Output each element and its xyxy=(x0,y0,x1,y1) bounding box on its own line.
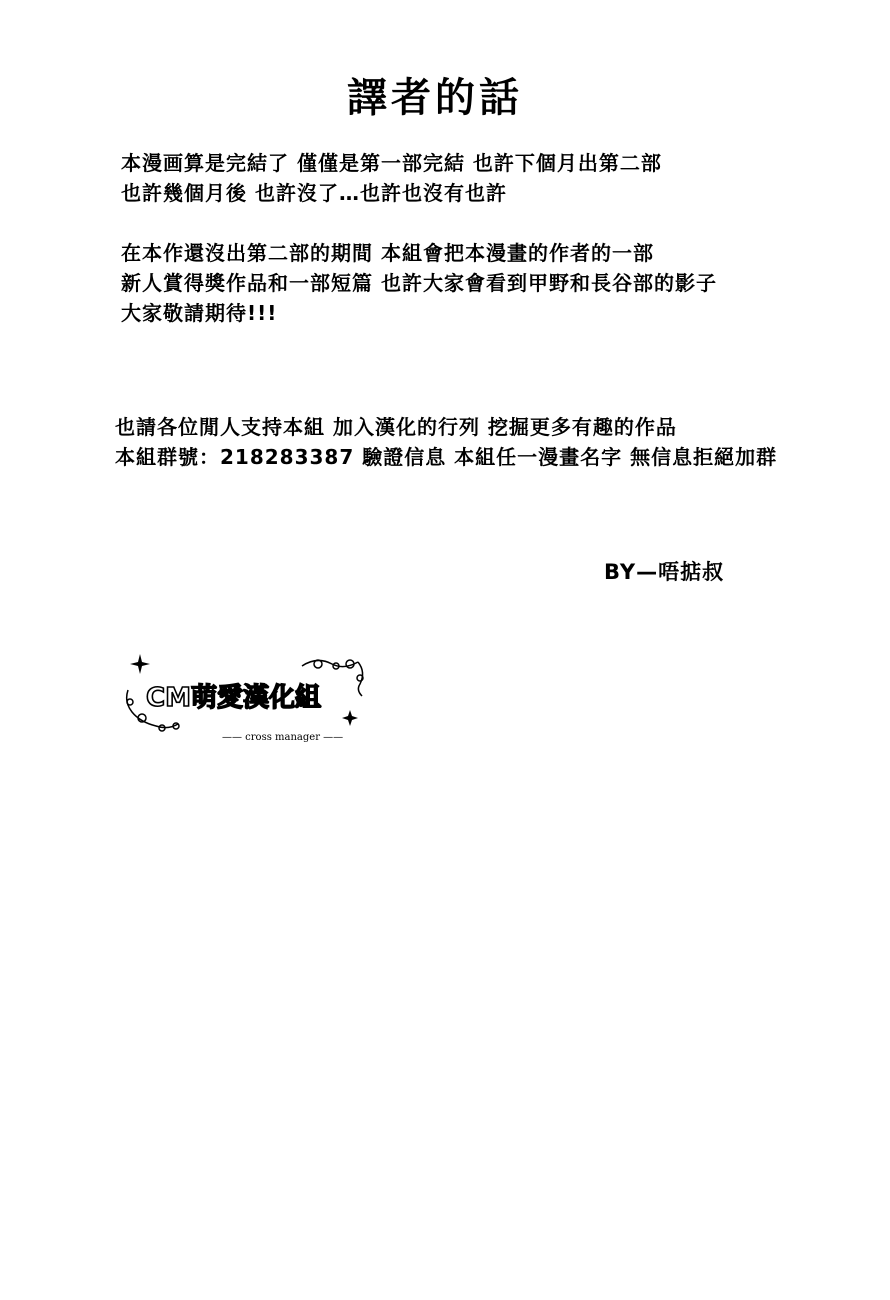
group-logo xyxy=(122,650,370,746)
paragraph-line: 本組群號：218283387 驗證信息 本組任一漫畫名字 無信息拒絕加群 xyxy=(115,445,778,469)
paragraph-line: 本漫画算是完結了 僅僅是第一部完結 也許下個月出第二部 xyxy=(121,151,662,175)
sparkle-icon xyxy=(130,654,150,674)
paragraph-line: 大家敬請期待!!! xyxy=(121,301,278,325)
paragraph-upcoming-works xyxy=(121,238,717,328)
paragraph-recruitment xyxy=(115,412,777,472)
paragraph-line: 新人賞得獎作品和一部短篇 也許大家會看到甲野和長谷部的影子 xyxy=(121,271,717,295)
page-title: 譯者的話 xyxy=(347,75,523,121)
logo-subtitle: —— cross manager —— xyxy=(222,732,344,743)
paragraph-line: 也請各位閒人支持本組 加入漢化的行列 挖掘更多有趣的作品 xyxy=(115,415,677,439)
byline: BY—唔掂叔 xyxy=(604,560,725,584)
logo-name: CM萌愛漢化組 xyxy=(146,683,321,713)
paragraph-line: 也許幾個月後 也許沒了…也許也沒有也許 xyxy=(121,181,507,205)
sparkle-icon xyxy=(342,710,358,726)
paragraph-ending-note xyxy=(121,148,662,208)
paragraph-line: 在本作還沒出第二部的期間 本組會把本漫畫的作者的一部 xyxy=(121,241,654,265)
group-logo-graphic xyxy=(122,650,370,746)
